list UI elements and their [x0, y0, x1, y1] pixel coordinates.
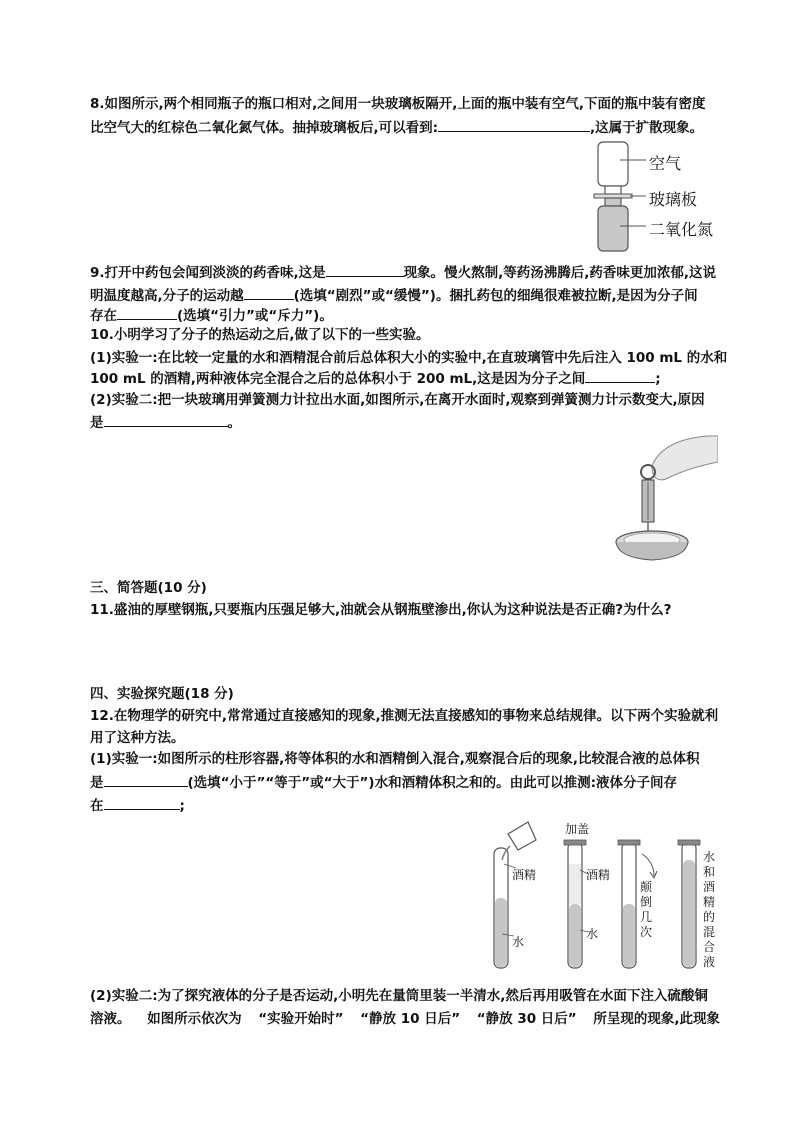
- label-add-lid: 加盖: [565, 822, 590, 836]
- q10-blank-1[interactable]: [585, 368, 655, 383]
- q12-line2: 用了这种方法。: [90, 730, 185, 746]
- label-no2: 二氧化氮: [649, 220, 714, 239]
- q12-p1-line3: 在 ;: [90, 795, 185, 816]
- q12-blank-1[interactable]: [104, 772, 188, 787]
- no2-bottle: [598, 206, 628, 251]
- no2-bottle-neck: [605, 198, 621, 206]
- label-water-2: 水: [586, 927, 599, 941]
- label-alcohol-1: 酒精: [512, 868, 537, 882]
- air-bottle: [598, 142, 628, 186]
- section3-heading: 三、简答题(10 分): [90, 580, 207, 596]
- air-bottle-neck: [605, 186, 621, 194]
- q9-line2: 明温度越高,分子的运动越 (选填“剧烈”或“缓慢”)。捆扎药包的细绳很难被拉断,是因为分子间: [90, 285, 698, 306]
- q9-line1: 9.打开中药包会闻到淡淡的药香味,这是 现象。慢火熬制,等药汤沸腾后,药香味更加浓郁,这说: [90, 262, 716, 283]
- q9-line3: 存在 (选填“引力”或“斥力”)。: [90, 305, 333, 326]
- q9-blank-1[interactable]: [326, 262, 404, 277]
- q9-blank-2[interactable]: [244, 285, 294, 300]
- q12-line1: 12.在物理学的研究中,常常通过直接感知的现象,推测无法直接感知的事物来总结规律。以下两个实验就利: [90, 708, 719, 724]
- label-invert: 颠倒几次: [640, 880, 653, 939]
- q10-blank-2[interactable]: [104, 412, 228, 427]
- q12-p2-line2: 溶液。 如图所示依次为 “实验开始时” “静放 10 日后” “静放 30 日后” 所呈现的现象,此现象: [90, 1011, 720, 1027]
- label-glass-plate: 玻璃板: [649, 190, 698, 209]
- q8-answer-blank[interactable]: [438, 117, 590, 132]
- invert-arrow: [642, 854, 654, 876]
- q8-line2: 比空气大的红棕色二氧化氮气体。抽掉玻璃板后,可以看到: ,这属于扩散现象。: [90, 117, 703, 138]
- q12-p1-line2: 是 (选填“小于”“等于”或“大于”)水和酒精体积之和的。由此可以推测:液体分子间存: [90, 772, 677, 793]
- q12-p2-line1: (2)实验二:为了探究液体的分子是否运动,小明先在量筒里装一半清水,然后再用吸管在水面下注入硫酸铜: [90, 988, 708, 1004]
- q10-p2-line1: (2)实验二:把一块玻璃用弹簧测力计拉出水面,如图所示,在离开水面时,观察到弹簧测力计示数变大,原因: [90, 392, 705, 408]
- q11-text: 11.盛油的厚壁钢瓶,只要瓶内压强足够大,油就会从钢瓶壁渗出,你认为这种说法是否正确?为什么?: [90, 602, 672, 618]
- q10-p1-line1: (1)实验一:在比较一定量的水和酒精混合前后总体积大小的实验中,在直玻璃管中先后注入 100 mL 的水和: [90, 350, 728, 366]
- label-water-1: 水: [512, 935, 525, 949]
- tube-2: [564, 840, 588, 968]
- q10-p2-line2: 是 。: [90, 412, 241, 433]
- spring-scale-figure: [612, 432, 718, 564]
- pouring-beaker: [508, 822, 536, 850]
- q8-line1: 8.如图所示,两个相同瓶子的瓶口相对,之间用一块玻璃板隔开,上面的瓶中装有空气,下面的瓶中装有密度: [90, 96, 706, 112]
- q12-blank-2[interactable]: [104, 795, 180, 810]
- label-alcohol-2: 酒精: [586, 868, 611, 882]
- q10-intro: 10.小明学习了分子的热运动之后,做了以下的一些实验。: [90, 327, 430, 343]
- tube-2-lid: [564, 840, 586, 845]
- hand: [652, 436, 718, 480]
- section4-heading: 四、实验探究题(18 分): [90, 686, 234, 702]
- tube-4: [678, 840, 700, 968]
- q9-blank-3[interactable]: [117, 305, 177, 320]
- q12-p1-line1: (1)实验一:如图所示的柱形容器,将等体积的水和酒精倒入混合,观察混合后的现象,比较混合液的总体积: [90, 751, 700, 767]
- glass-plate: [594, 194, 632, 198]
- q10-p1-line2: 100 mL 的酒精,两种液体完全混合之后的总体积小于 200 mL,这是因为分子之间 ;: [90, 368, 661, 389]
- label-air: 空气: [649, 154, 682, 173]
- label-mixture: 水和酒精的混合液: [703, 850, 716, 969]
